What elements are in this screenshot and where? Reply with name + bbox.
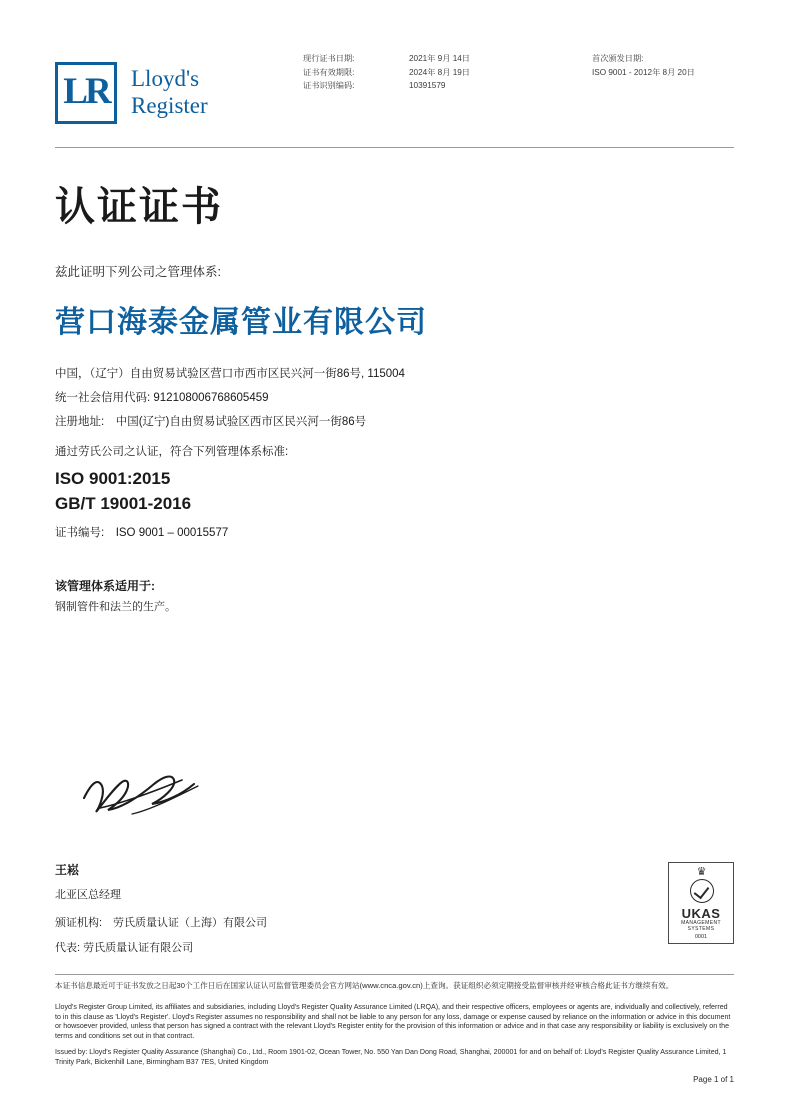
meta-label: 证书识别编码:: [303, 81, 355, 90]
scope-text: 钢制管件和法兰的生产。: [55, 601, 176, 613]
crown-icon: ♛: [696, 866, 706, 878]
footer-paragraph: Issued by: Lloyd's Register Quality Assurance (Shanghai) Co., Ltd., Room 1901-02, Ocean Tower, No. 550 Yan Dan Dong Road, Shanghai, 200001 for and on behalf of: Lloyd's Register Quality Assurance Limited, 1 Trinity Park, Bickenhill Lane, Birmingham B37 7ES, United Kingdom: [55, 1048, 727, 1066]
certificate-number: 证书编号: ISO 9001 – 00015577: [55, 527, 229, 539]
standard-item: GB/T 19001-2016: [55, 494, 192, 513]
address-line: 中国，（辽宁）自由贸易试验区营口市西市区民兴河一街86号, 115004: [55, 368, 405, 380]
ukas-sublabel-line1: MANAGEMENT: [681, 920, 721, 926]
page-number: Page 1 of 1: [693, 1075, 734, 1084]
standard-item: ISO 9001:2015: [55, 469, 171, 488]
meta-label: 现行证书日期:: [303, 54, 355, 63]
header-divider: [55, 147, 734, 148]
lr-monogram-label: LR: [63, 71, 109, 112]
credit-code-line: 统一社会信用代码: 912108006768605459: [55, 392, 269, 404]
ukas-number: 0001: [694, 934, 708, 940]
signatory-role: 北亚区总经理: [55, 889, 121, 901]
issuing-body: 颁证机构: 劳氏质量认证（上海）有限公司: [55, 917, 268, 929]
meta-column-right: [592, 52, 695, 93]
standards-intro: 通过劳氏公司之认证，符合下列管理体系标准:: [55, 446, 289, 458]
page-title: 认证证书: [55, 185, 223, 229]
meta-label: 首次颁发日期:: [592, 54, 644, 63]
signature-icon: [78, 768, 208, 822]
intro-text: 兹此证明下列公司之管理体系:: [55, 265, 221, 279]
meta-value: ISO 9001 - 2012年 8月 20日: [592, 67, 695, 77]
meta-row: [303, 79, 470, 93]
company-name: 营口海泰金属管业有限公司: [55, 306, 427, 339]
meta-row: [592, 52, 695, 66]
meta-value: 2024年 8月 19日: [409, 67, 470, 77]
address-block: [55, 362, 405, 434]
logo-wordmark-line2: Register: [131, 93, 208, 118]
meta-row: [303, 66, 470, 80]
meta-row: [592, 66, 695, 80]
ukas-label: UKAS: [681, 906, 721, 921]
meta-column-left: [303, 52, 470, 93]
footer-divider: [55, 974, 734, 975]
ukas-sublabel-line2: SYSTEMS: [687, 926, 715, 932]
standards-list: [55, 466, 191, 516]
checkmark-icon: [690, 879, 714, 903]
registered-address-line: 注册地址: 中国(辽宁)自由贸易试验区西市区民兴河一街86号: [55, 416, 367, 428]
lloyds-register-logo: [55, 62, 208, 124]
meta-label: 证书有效期限:: [303, 67, 355, 77]
meta-value: 2021年 9月 14日: [409, 54, 470, 63]
meta-row: [303, 52, 470, 66]
document-header: [0, 0, 789, 148]
footer-paragraph: Lloyd's Register Group Limited, its affiliates and subsidiaries, including Lloyd's Register Quality Assurance Limited (LRQA), and their respective officers, employees or agents are, individually and collectively, referred to in this clause as 'Lloyd's Register'. Lloyd's Register assumes no responsibility and shall not be liable to any person for any loss, damage or expense caused by reliance on the information or advice in this document or howsoever provided, unless that person has signed a contract with the relevant Lloyd's Register entity for the provision of this information or advice and in that case any responsibility or liability is exclusively on the terms and conditions set out in that contract.: [55, 1003, 731, 1040]
signatory-name: 王崧: [55, 863, 80, 877]
representative: 代表: 劳氏质量认证有限公司: [55, 942, 194, 954]
scope-label: 该管理体系适用于:: [55, 579, 155, 593]
ukas-sublabel: [669, 920, 733, 932]
lr-logo-mark-icon: [55, 62, 117, 124]
certificate-meta: [303, 52, 695, 93]
ukas-accreditation-mark: [668, 862, 734, 944]
logo-wordmark: [131, 62, 208, 119]
logo-wordmark-line1: Lloyd's: [131, 66, 200, 91]
footer-chinese-note: 本证书信息最近可于证书发放之日起30个工作日后在国家认证认可监督管理委员会官方网站(www.cnca.gov.cn)上查询。获证组织必须定期接受监督审核并经审核合格此证书方继续有效。: [55, 981, 674, 990]
footer-legal-text: [55, 1003, 734, 1075]
meta-value: 10391579: [409, 81, 446, 90]
